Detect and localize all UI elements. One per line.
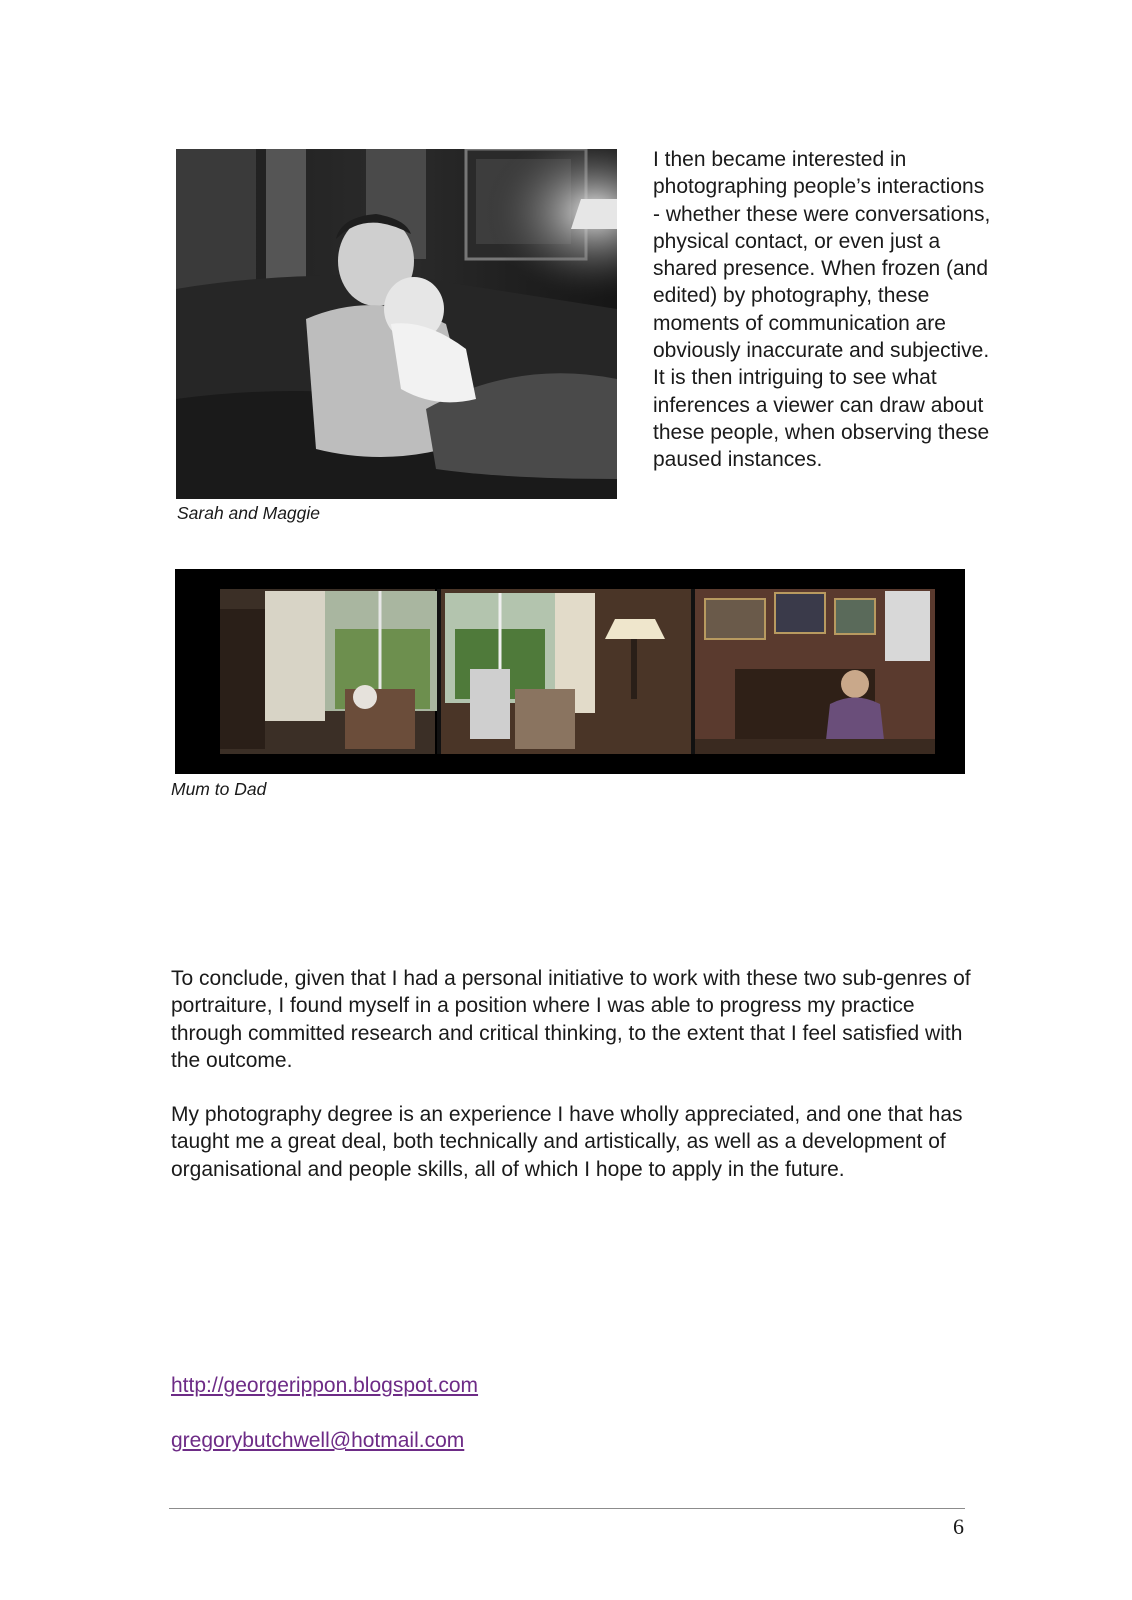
blog-link[interactable]: http://georgerippon.blogspot.com [171,1374,479,1397]
caption-mum-to-dad: Mum to Dad [171,779,267,799]
degree-paragraph: My photography degree is an experience I have wholly appreciated, and one that has taught me a great deal, both technically and artistically, as well as a development of organisational and people skills, all of which I hope to apply in the future. [171,1103,963,1181]
side-paragraph: I then became interested in photographing people’s interactions - whether these were conversations, physical contact, or even just a shared presence. When frozen (and edited) by photography, these moments of communication are obviously inaccurate and subjective. It is then intriguing to see what inferences a viewer can draw about these people, when observing these paused instances. [653,148,991,472]
email-link[interactable]: gregorybutchwell@hotmail.com [171,1429,465,1452]
page-number: 6 [953,1514,964,1539]
caption-sarah-and-maggie: Sarah and Maggie [177,503,321,523]
footer-divider [169,1508,965,1509]
photo-sarah-and-maggie [176,149,617,499]
conclusion-paragraph: To conclude, given that I had a personal initiative to work with these two sub-genres of portraiture, I found myself in a position where I was able to progress my practice through committed research and critical thinking, to the extent that I feel satisfied with the outcome. [171,967,971,1072]
photo-mum-to-dad-panorama [175,569,965,774]
